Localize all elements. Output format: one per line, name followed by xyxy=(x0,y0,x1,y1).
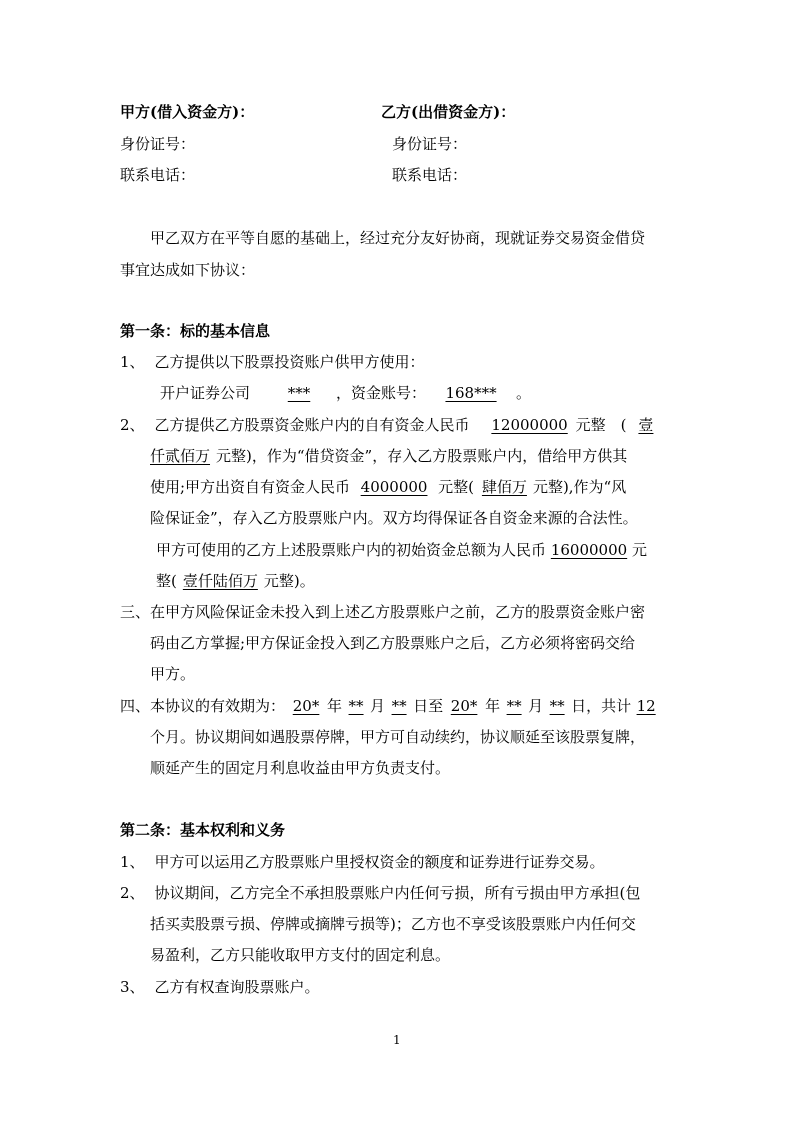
article-1-item-2-line-2 xyxy=(150,446,627,466)
article-1-heading: 第一条：标的基本信息 xyxy=(120,322,271,340)
article-1-item-2-line-3 xyxy=(150,477,626,497)
end-year: 20* xyxy=(450,697,478,715)
item-number: 三、 xyxy=(120,603,151,621)
term-months: 12 xyxy=(636,697,656,715)
party-a-id-label: 身份证号： xyxy=(120,135,196,153)
intro-line-2: 事宜达成如下协议： xyxy=(120,261,256,279)
start-day: ** xyxy=(391,697,407,715)
text-fragment: 整( xyxy=(156,572,177,590)
text-fragment: 甲方可使用的乙方上述股票账户内的初始资金总额为人民币 xyxy=(156,541,547,559)
account-value: 168*** xyxy=(445,384,497,402)
text-fragment: 元整( xyxy=(438,478,474,496)
start-month: ** xyxy=(348,697,364,715)
article-1-item-2-line-4: 险保证金”，存入乙方股票账户内。双方均得保证各自资金来源的合法性。 xyxy=(150,509,638,527)
party-b-phone-label: 联系电话： xyxy=(392,166,468,184)
item-text: 乙方有权查询股票账户。 xyxy=(154,978,320,996)
text-fragment: 年 xyxy=(327,697,343,715)
total-cn: 壹仟陆佰万 xyxy=(182,572,258,590)
party-b-title: 乙方(出借资金方)： xyxy=(381,103,516,121)
article-1-item-4-line-3: 顺延产生的固定月利息收益由甲方负责支付。 xyxy=(150,759,451,777)
margin-cn: 肆佰万 xyxy=(481,478,527,496)
broker-label: 开户证券公司 xyxy=(160,384,251,402)
article-2-item-2-line-1 xyxy=(120,883,640,903)
text-fragment: 元整 ( xyxy=(575,416,627,434)
item-number: 1、 xyxy=(120,353,145,371)
article-2-heading: 第二条：基本权利和义务 xyxy=(120,821,286,839)
intro-line-1: 甲乙双方在平等自愿的基础上，经过充分友好协商，现就证券交易资金借贷 xyxy=(150,229,646,247)
own-funds-cn-start: 壹 xyxy=(638,416,654,434)
account-label: ，资金账号： xyxy=(336,384,427,402)
text-fragment: 使用;甲方出资自有资金人民币 xyxy=(150,478,351,496)
item-text: 乙方提供以下股票投资账户供甲方使用： xyxy=(154,353,425,371)
start-year: 20* xyxy=(292,697,320,715)
text-fragment: 元整),作为“风 xyxy=(532,478,627,496)
article-1-item-2-line-1 xyxy=(120,415,653,435)
article-1-item-2-line-5 xyxy=(156,540,647,560)
own-funds-cn: 仟贰佰万 xyxy=(150,447,211,465)
item-number: 3、 xyxy=(120,978,145,996)
end-day: ** xyxy=(549,697,565,715)
text-fragment: 月 xyxy=(370,697,386,715)
text-fragment: 月 xyxy=(528,697,544,715)
article-2-item-2-line-3: 易盈利，乙方只能收取甲方支付的固定利息。 xyxy=(150,946,451,964)
end-month: ** xyxy=(506,697,522,715)
text-fragment: 年 xyxy=(485,697,501,715)
text-fragment: 本协议的有效期为： xyxy=(150,697,286,715)
item-number: 2、 xyxy=(120,416,145,434)
item-number: 1、 xyxy=(120,853,145,871)
party-a-phone-label: 联系电话： xyxy=(120,166,196,184)
item-end: 。 xyxy=(516,384,532,402)
article-1-item-3-line-2: 码由乙方掌握;甲方保证金投入到乙方股票账户之后，乙方必须将密码交给 xyxy=(150,634,636,652)
page-number: 1 xyxy=(393,1033,401,1047)
text-fragment: 元整)。 xyxy=(263,572,315,590)
party-a-title: 甲方(借入资金方)： xyxy=(120,103,255,121)
text-fragment: 日至 xyxy=(413,697,444,715)
article-1-item-3-line-1 xyxy=(120,602,645,622)
own-funds-amount: 12000000 xyxy=(491,416,568,434)
text-fragment: 在甲方风险保证金未投入到上述乙方股票账户之前，乙方的股票资金账户密 xyxy=(150,603,646,621)
text-fragment: 乙方提供乙方股票资金账户内的自有资金人民币 xyxy=(154,416,470,434)
article-1-item-2-line-6 xyxy=(156,571,315,591)
article-2-item-1 xyxy=(120,852,605,872)
broker-value: *** xyxy=(287,384,311,402)
article-1-item-1 xyxy=(120,352,425,372)
item-text: 协议期间，乙方完全不承担股票账户内任何亏损，所有亏损由甲方承担(包 xyxy=(154,884,641,902)
item-text: 甲方可以运用乙方股票账户里授权资金的额度和证券进行证券交易。 xyxy=(154,853,605,871)
text-fragment: 元 xyxy=(632,541,648,559)
item-number: 2、 xyxy=(120,884,145,902)
margin-amount: 4000000 xyxy=(360,478,428,496)
text-fragment: 元整)，作为“借贷资金”，存入乙方股票账户内，借给甲方供其 xyxy=(216,447,628,465)
article-1-item-4-line-2: 个月。协议期间如遇股票停牌，甲方可自动续约，协议顺延至该股票复牌， xyxy=(150,728,646,746)
article-2-item-2-line-2: 括买卖股票亏损、停牌或摘牌亏损等)；乙方也不享受该股票账户内任何交 xyxy=(150,915,636,933)
article-1-item-3-line-3: 甲方。 xyxy=(150,665,196,683)
article-1-item-1-account xyxy=(160,383,531,403)
item-number: 四、 xyxy=(120,697,151,715)
article-1-item-4-line-1 xyxy=(120,696,661,716)
article-2-item-3 xyxy=(120,977,320,997)
party-b-id-label: 身份证号： xyxy=(392,135,468,153)
text-fragment: 日，共计 xyxy=(571,697,632,715)
total-amount: 16000000 xyxy=(550,541,628,559)
